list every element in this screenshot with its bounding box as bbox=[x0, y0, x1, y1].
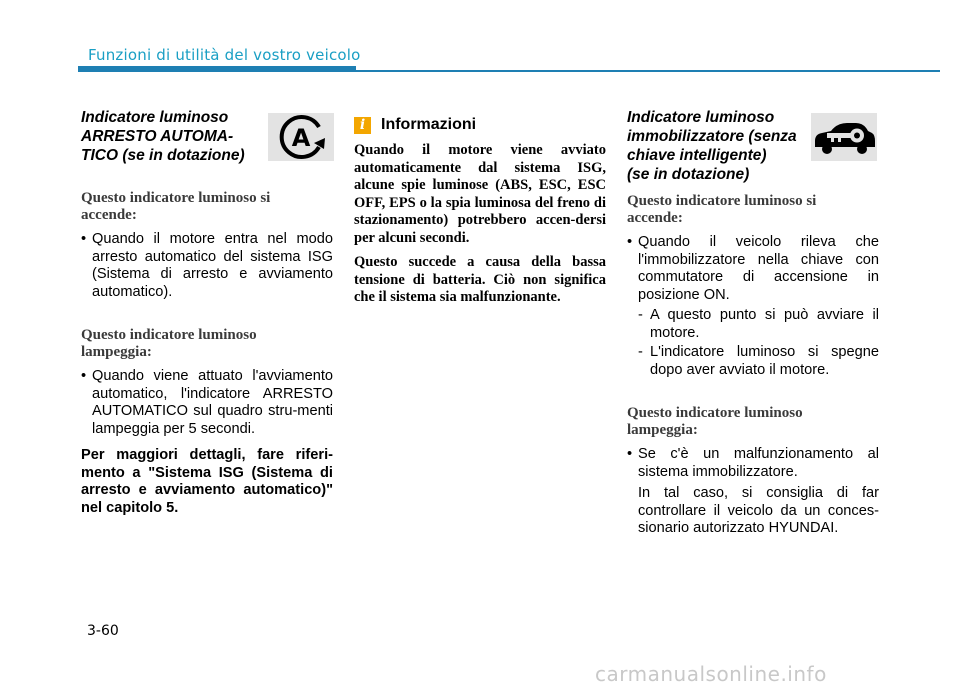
auto-stop-blink-heading: Questo indicatore luminoso lampeggia: bbox=[81, 327, 257, 360]
column-information bbox=[354, 108, 606, 307]
immobilizer-advice: In tal caso, si consiglia di far controllare il veicolo da un conces-sionario autorizzato HYUNDAI. bbox=[638, 485, 879, 536]
immobilizer-on-bullet: • Quando il veicolo rileva che l'immobilizzatore nella chiave con commutatore di accensione in posizione ON. bbox=[627, 234, 879, 303]
info-icon: i bbox=[354, 117, 371, 134]
info-heading bbox=[354, 116, 606, 134]
immobilizer-blink-bullet: • Se c'è un malfunzionamento al sistema immobilizzatore. bbox=[627, 446, 879, 480]
info-title: Informazioni bbox=[381, 116, 477, 133]
info-paragraph-2: Questo succede a causa della bassa tensione di batteria. Ciò non significa che il sistema sia malfunzionante. bbox=[354, 254, 606, 305]
auto-stop-blink-bullet: • Quando viene attuato l'avviamento automatico, l'indicatore ARRESTO AUTOMATICO sul quadro stru-menti lampeggia per 5 secondi. bbox=[81, 368, 333, 437]
watermark: carmanualsonline.info bbox=[595, 662, 827, 686]
immobilizer-on-heading: Questo indicatore luminoso si accende: bbox=[627, 193, 817, 226]
info-paragraph-1: Quando il motore viene avviato automaticamente dal sistema ISG, alcune spie luminose (ABS, ESC, ESC OFF, EPS o la spia luminosa del freno di stazionamento) potrebbero accen-dersi per alcuni secondi. bbox=[354, 142, 606, 246]
column-auto-stop bbox=[81, 108, 333, 517]
page-number: 3-60 bbox=[87, 623, 119, 639]
svg-text:A: A bbox=[291, 124, 311, 152]
immobilizer-title: Indicatore luminoso immobilizzatore (senza chiave intelligente) (se in dotazione) bbox=[627, 109, 797, 183]
immobilizer-blink-heading: Questo indicatore luminoso lampeggia: bbox=[627, 405, 803, 438]
auto-stop-on-bullet: • Quando il motore entra nel modo arresto automatico del sistema ISG (Sistema di arresto e avviamento automatico). bbox=[81, 231, 333, 300]
immobilizer-dash-1: - A questo punto si può avviare il motore. bbox=[638, 307, 879, 341]
section-header-title: Funzioni di utilità del vostro veicolo bbox=[88, 46, 361, 64]
header-accent-bar bbox=[78, 66, 356, 72]
auto-stop-title: Indicatore luminoso ARRESTO AUTOMA- TICO (se in dotazione) bbox=[81, 109, 245, 164]
column-immobilizer bbox=[627, 108, 879, 538]
immobilizer-dash-2: - L'indicatore luminoso si spegne dopo aver avviato il motore. bbox=[638, 344, 879, 378]
auto-stop-on-heading: Questo indicatore luminoso si accende: bbox=[81, 190, 271, 223]
header-rule bbox=[356, 70, 940, 72]
auto-stop-note: Per maggiori dettagli, fare riferi-mento a "Sistema ISG (Sistema di arresto e avviamento automatico)" nel capitolo 5. bbox=[81, 447, 333, 516]
